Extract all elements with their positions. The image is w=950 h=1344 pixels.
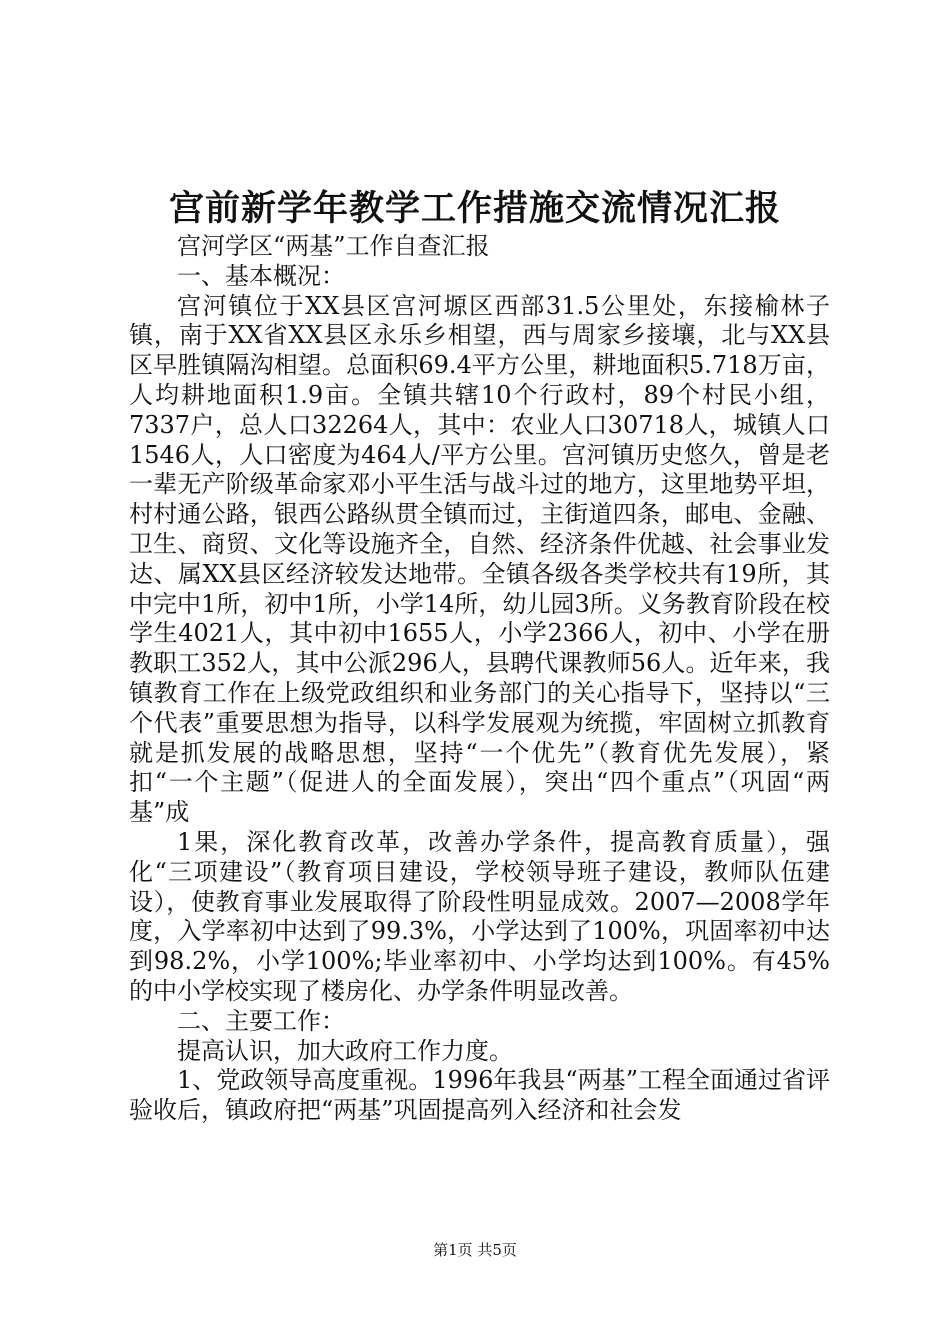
body-paragraph: 提高认识，加大政府工作力度。 [177,1036,513,1065]
subtitle-paragraph: 宫河学区“两基”工作自查汇报 [177,232,490,260]
body-paragraph: 1、党政领导高度重视。1996年我县“两基”工程全面通过省评验收后，镇政府把“两基”巩固提高列入经济和社会发 [129,1066,830,1125]
section-heading-overview: 一、基本概况： [177,261,345,290]
body-paragraph: 1果，深化教育改革，改善办学条件，提高教育质量），强化“三项建设”（教育项目建设，学校领导班子建设，教师队伍建设），使教育事业发展取得了阶段性明显成效。2007—2008学年度，入学率初中达到了99.3%，小学达到了100%，巩固率初中达到98.2%，小学100%;毕业率初中、小学均达到100%。有45%的中小学校实现了楼房化、办学条件明显改善。 [129,827,830,1005]
page-number-footer: 第1页 共5页 [433,1241,517,1259]
document-body [129,232,830,1126]
document-title: 宫前新学年教学工作措施交流情况汇报 [168,188,781,229]
body-paragraph: 宫河镇位于XX县区宫河塬区西部31.5公里处，东接榆林子镇，南于XX省XX县区永乐乡相望，西与周家乡接壤，北与XX县区早胜镇隔沟相望。总面积69.4平方公里，耕地面积5.718万亩，人均耕地面积1.9亩。全镇共辖10个行政村，89个村民小组，7337户，总人口32264人，其中：农业人口30718人，城镇人口1546人，人口密度为464人/平方公里。宫河镇历史悠久，曾是老一辈无产阶级革命家邓小平生活与战斗过的地方，这里地势平坦，村村通公路，银西公路纵贯全镇而过，主街道四条，邮电、金融、卫生、商贸、文化等设施齐全，自然、经济条件优越、社会事业发达、属XX县区经济较发达地带。全镇各级各类学校共有19所，其中完中1所，初中1所，小学14所，幼儿园3所。义务教育阶段在校学生4021人，其中初中1655人，小学2366人，初中、小学在册教职工352人，其中公派296人，县聘代课教师56人。近年来，我镇教育工作在上级党政组织和业务部门的关心指导下，坚持以“三个代表”重要思想为指导，以科学发展观为统揽，牢固树立抓教育就是抓发展的战略思想，坚持“一个优先”（教育优先发展），紧扣“一个主题”（促进人的全面发展），突出“四个重点”（巩固“两基”成 [129,291,830,827]
section-heading-main-work: 二、主要工作： [177,1006,345,1035]
